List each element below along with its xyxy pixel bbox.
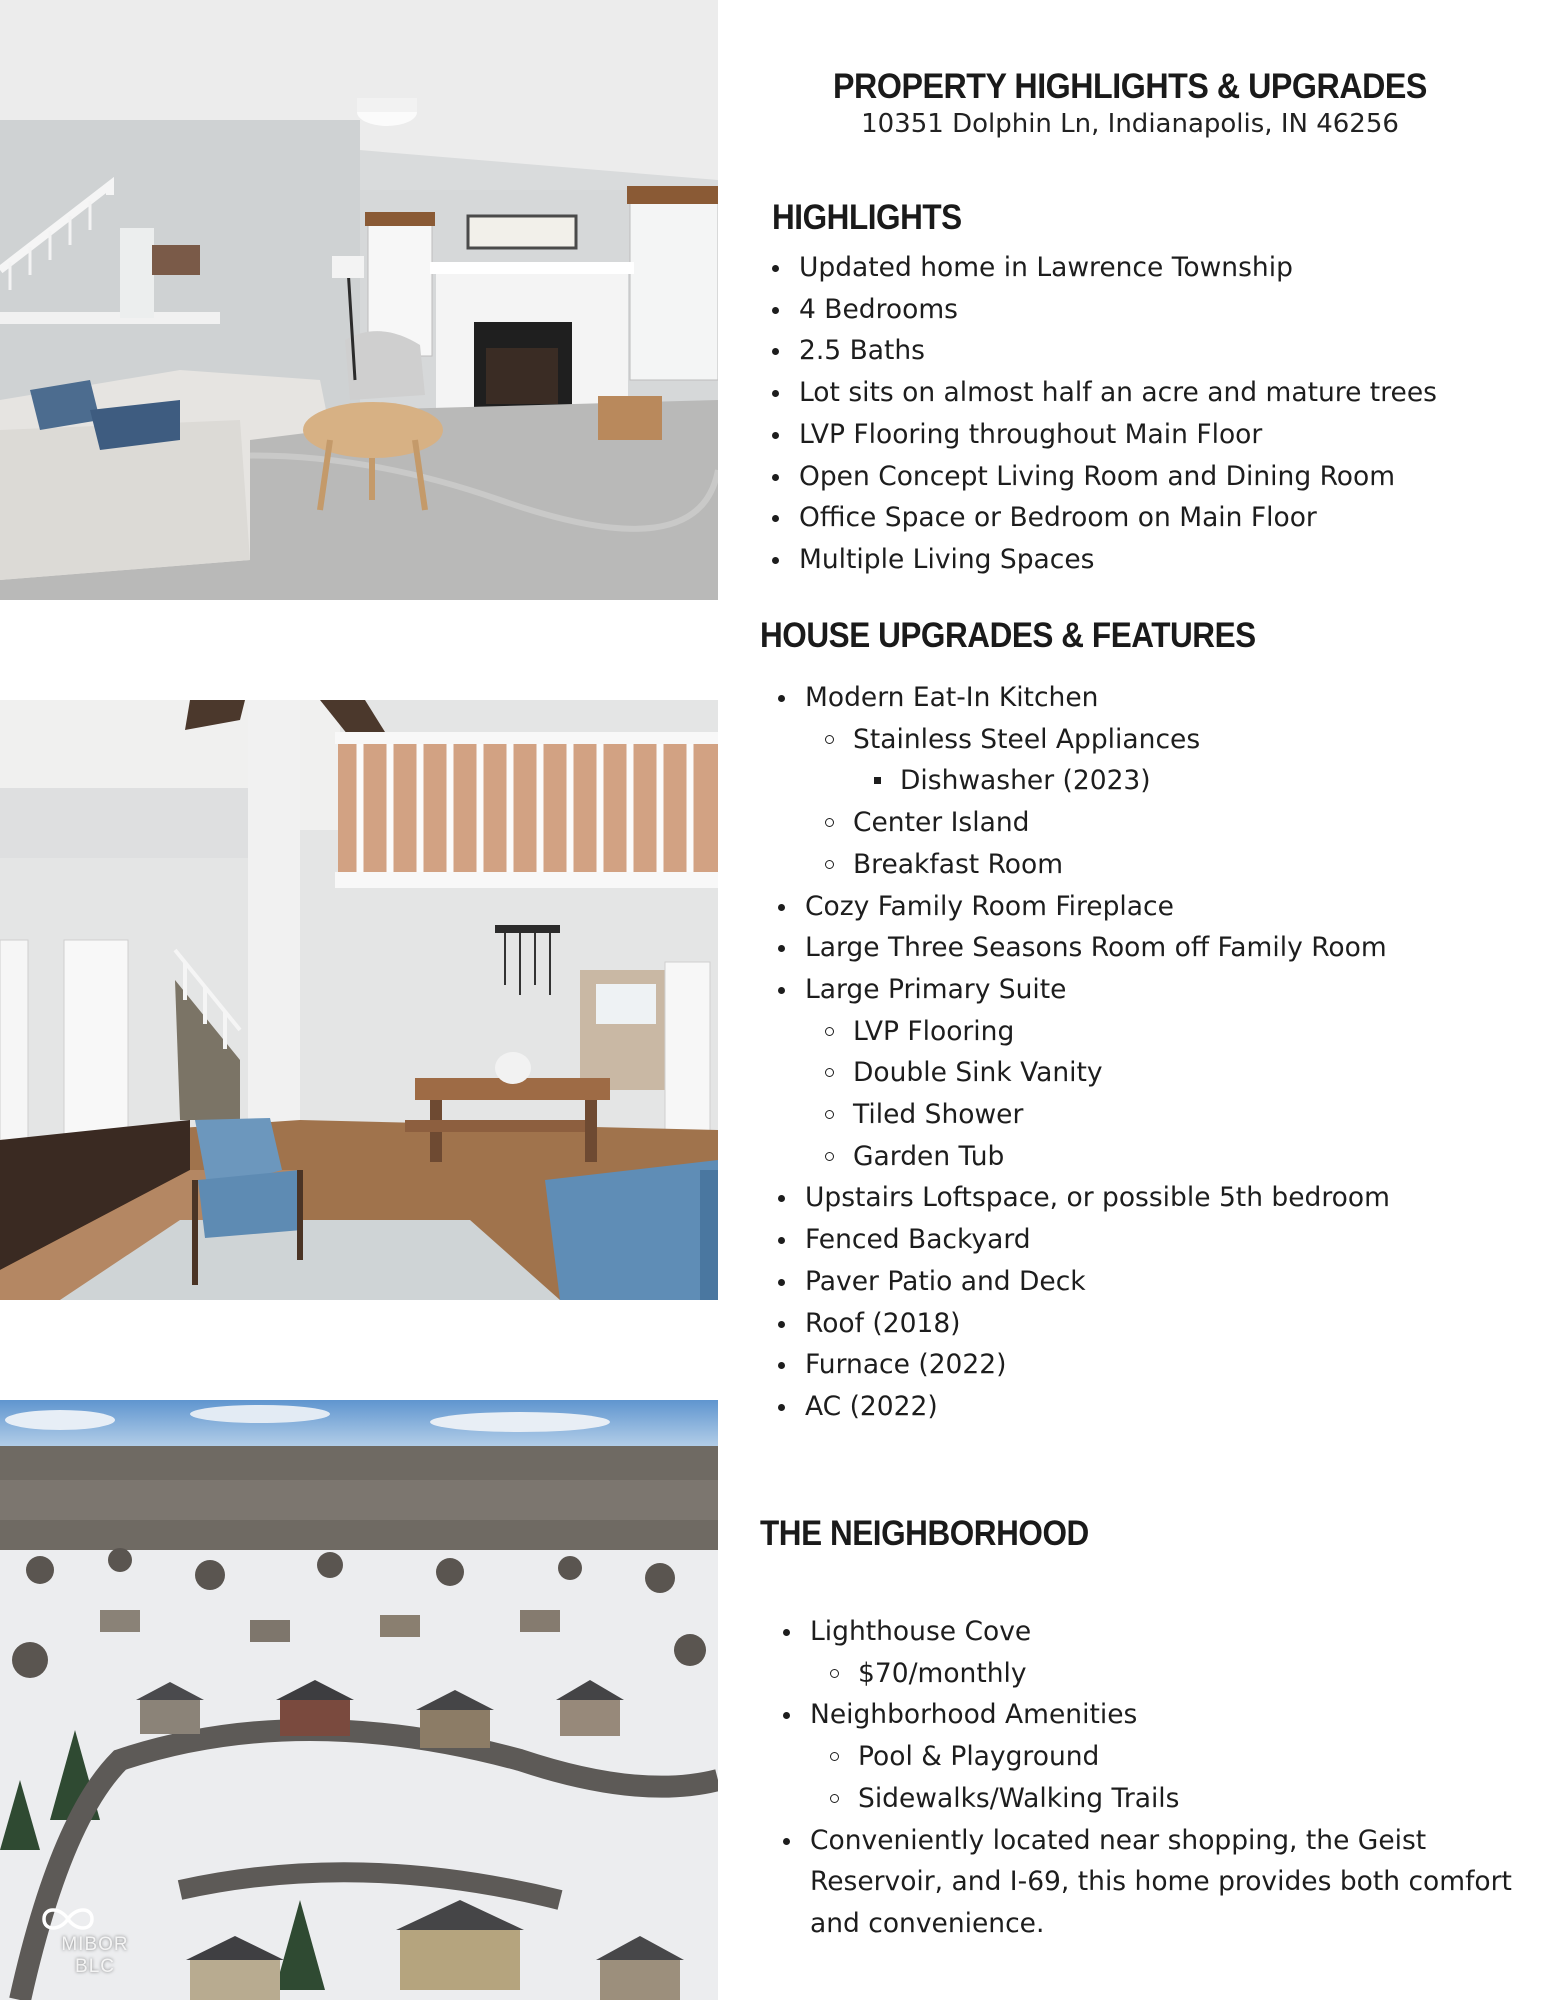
highlight-list-item: Multiple Living Spaces bbox=[765, 539, 1437, 581]
upgrade-list-item: Roof (2018) bbox=[771, 1303, 1390, 1345]
neighborhood-list-item: Lighthouse Cove bbox=[776, 1611, 1530, 1653]
upgrade-list-item: Stainless Steel Appliances bbox=[771, 719, 1390, 761]
neighborhood-list-item: Neighborhood Amenities bbox=[776, 1694, 1530, 1736]
document-header bbox=[730, 66, 1530, 140]
upgrade-list-item: Breakfast Room bbox=[771, 844, 1390, 886]
neighborhood-heading: THE NEIGHBORHOOD bbox=[760, 1514, 1089, 1553]
upgrades-list bbox=[771, 677, 1390, 1428]
neighborhood-list-item: Conveniently located near shopping, the Geist Reservoir, and I-69, this home provides both comfort and convenience. bbox=[776, 1820, 1530, 1945]
neighborhood-list-item: Sidewalks/Walking Trails bbox=[776, 1778, 1530, 1820]
upgrade-list-item: Upstairs Loftspace, or possible 5th bedroom bbox=[771, 1177, 1390, 1219]
upgrade-list-item: Cozy Family Room Fireplace bbox=[771, 886, 1390, 928]
dining-room-photo bbox=[0, 700, 718, 1300]
property-address: 10351 Dolphin Ln, Indianapolis, IN 46256 bbox=[861, 109, 1399, 139]
upgrade-list-item: Double Sink Vanity bbox=[771, 1052, 1390, 1094]
upgrade-list-item: AC (2022) bbox=[771, 1386, 1390, 1428]
neighborhood-list-item: Pool & Playground bbox=[776, 1736, 1530, 1778]
highlight-list-item: Lot sits on almost half an acre and mature trees bbox=[765, 372, 1437, 414]
upgrade-list-item: Tiled Shower bbox=[771, 1094, 1390, 1136]
neighborhood-list bbox=[776, 1611, 1530, 1945]
upgrade-list-item: Modern Eat-In Kitchen bbox=[771, 677, 1390, 719]
highlights-list bbox=[765, 247, 1437, 581]
infinity-logo-icon bbox=[40, 1902, 150, 1936]
aerial-neighborhood-photo bbox=[0, 1400, 718, 2000]
highlight-list-item: Updated home in Lawrence Township bbox=[765, 247, 1437, 289]
neighborhood-list-item: $70/monthly bbox=[776, 1653, 1530, 1695]
upgrade-list-item: Dishwasher (2023) bbox=[771, 760, 1390, 802]
upgrade-list-item: Large Three Seasons Room off Family Room bbox=[771, 927, 1390, 969]
mibor-watermark bbox=[40, 1902, 150, 1978]
living-room-photo bbox=[0, 0, 718, 600]
upgrade-list-item: Center Island bbox=[771, 802, 1390, 844]
highlight-list-item: Open Concept Living Room and Dining Room bbox=[765, 456, 1437, 498]
upgrade-list-item: Fenced Backyard bbox=[771, 1219, 1390, 1261]
highlight-list-item: 4 Bedrooms bbox=[765, 289, 1437, 331]
upgrade-list-item: Garden Tub bbox=[771, 1136, 1390, 1178]
highlight-list-item: Office Space or Bedroom on Main Floor bbox=[765, 497, 1437, 539]
watermark-text: MIBOR BLC bbox=[61, 1934, 129, 1977]
page-title: PROPERTY HIGHLIGHTS & UPGRADES bbox=[833, 67, 1427, 106]
upgrade-list-item: Paver Patio and Deck bbox=[771, 1261, 1390, 1303]
highlights-heading: HIGHLIGHTS bbox=[772, 198, 962, 237]
upgrades-heading: HOUSE UPGRADES & FEATURES bbox=[760, 616, 1256, 655]
highlight-list-item: 2.5 Baths bbox=[765, 330, 1437, 372]
highlight-list-item: LVP Flooring throughout Main Floor bbox=[765, 414, 1437, 456]
upgrade-list-item: Large Primary Suite bbox=[771, 969, 1390, 1011]
upgrade-list-item: Furnace (2022) bbox=[771, 1344, 1390, 1386]
upgrade-list-item: LVP Flooring bbox=[771, 1011, 1390, 1053]
